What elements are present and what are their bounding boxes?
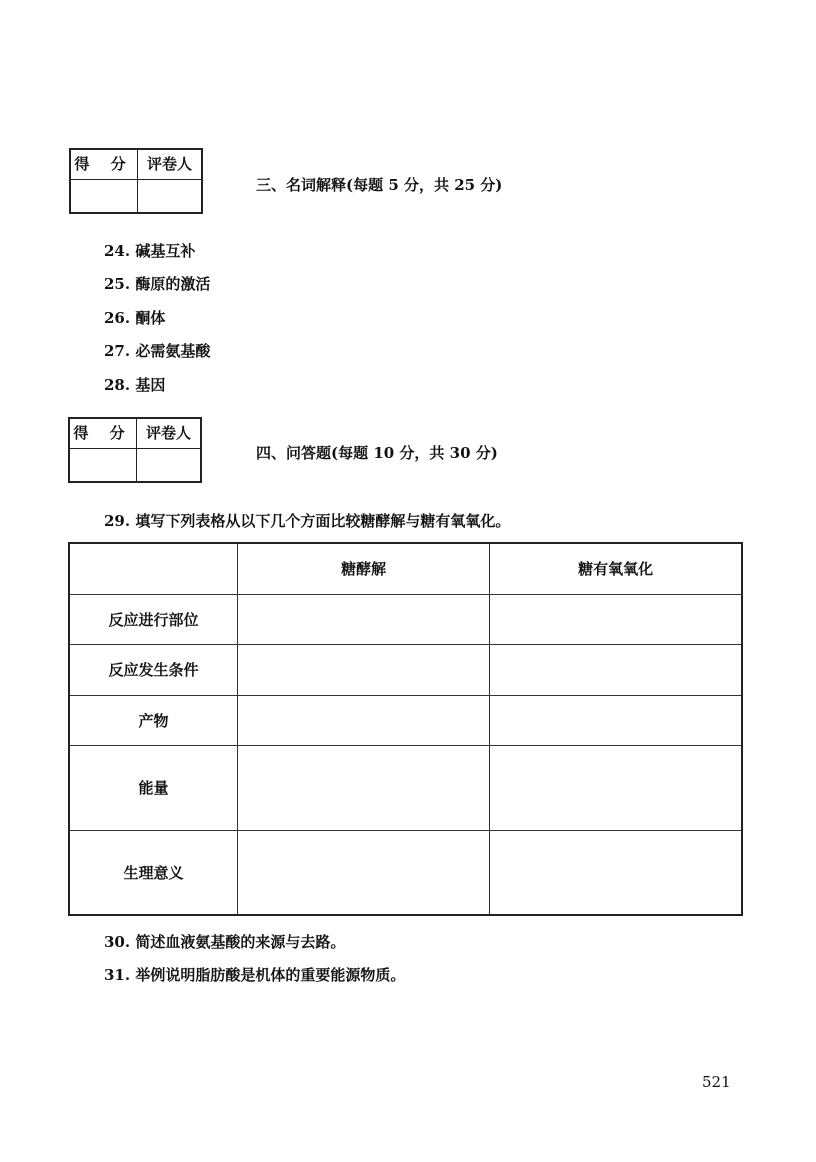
- grader-label: 评卷人: [146, 155, 192, 173]
- row-label: 产物: [69, 695, 238, 745]
- table-row: [69, 830, 742, 915]
- table-row: [69, 745, 742, 830]
- answer-cell[interactable]: [238, 745, 490, 830]
- table-row: [69, 644, 742, 695]
- score-box: [69, 148, 203, 214]
- table-row: [69, 594, 742, 644]
- list-item: 25. 酶原的激活: [104, 275, 211, 293]
- list-item: 24. 碱基互补: [104, 242, 196, 260]
- table-header-row: [69, 543, 742, 594]
- question-29: 29. 填写下列表格从以下几个方面比较糖酵解与糖有氧氧化。: [104, 512, 511, 530]
- row-label: 反应进行部位: [69, 594, 238, 644]
- row-label: 生理意义: [69, 830, 238, 915]
- answer-cell[interactable]: [238, 830, 490, 915]
- answer-cell[interactable]: [490, 745, 742, 830]
- answer-cell[interactable]: [490, 830, 742, 915]
- table-header-cell: 糖有氧氧化: [490, 543, 742, 594]
- table-header-cell: [69, 543, 238, 594]
- answer-cell[interactable]: [490, 695, 742, 745]
- answer-cell[interactable]: [490, 594, 742, 644]
- comparison-table: [68, 542, 743, 916]
- section-title: 四、问答题(每题 10 分，共 30 分): [256, 444, 498, 462]
- question-31: 31. 举例说明脂肪酸是机体的重要能源物质。: [104, 966, 406, 984]
- list-item: 28. 基因: [104, 376, 166, 394]
- list-item: 27. 必需氨基酸: [104, 342, 211, 360]
- answer-cell[interactable]: [238, 644, 490, 695]
- answer-cell[interactable]: [238, 695, 490, 745]
- list-item: 26. 酮体: [104, 309, 166, 327]
- question-30: 30. 简述血液氨基酸的来源与去路。: [104, 933, 346, 951]
- score-label: 得 分: [73, 424, 133, 442]
- grader-label: 评卷人: [145, 424, 191, 442]
- score-box: [68, 417, 202, 483]
- section-title: 三、名词解释(每题 5 分，共 25 分): [256, 176, 503, 194]
- table-header-cell: 糖酵解: [238, 543, 490, 594]
- answer-cell[interactable]: [238, 594, 490, 644]
- row-label: 能量: [69, 745, 238, 830]
- score-label: 得 分: [74, 155, 134, 173]
- page-number: 521: [702, 1073, 731, 1091]
- row-label: 反应发生条件: [69, 644, 238, 695]
- answer-cell[interactable]: [490, 644, 742, 695]
- table-row: [69, 695, 742, 745]
